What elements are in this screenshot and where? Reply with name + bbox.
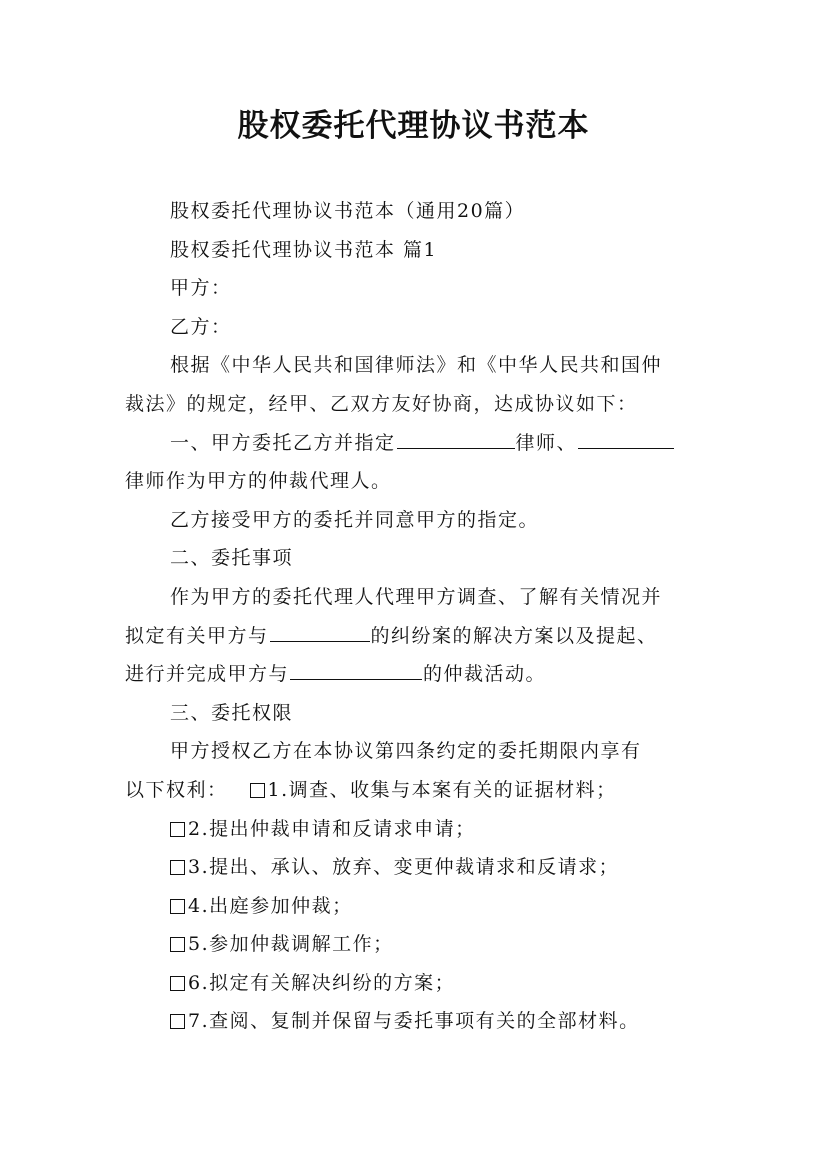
checkbox-right-1[interactable] (250, 783, 265, 798)
right-item-5 (125, 925, 715, 964)
clause-1-line-1 (125, 424, 715, 463)
checkbox-right-7[interactable] (170, 1014, 185, 1029)
right-2-label: 2.提出仲裁申请和反请求申请； (188, 817, 476, 840)
basis-line-2: 裁法》的规定，经甲、乙双方友好协商，达成协议如下： (125, 392, 638, 415)
matter-line-2 (125, 617, 715, 656)
right-item-3 (125, 848, 715, 887)
clause-1-text-b: 律师、 (515, 431, 578, 454)
checkbox-right-6[interactable] (170, 976, 185, 991)
dispute-party-blank[interactable] (270, 619, 370, 642)
basis-line-1: 根据《中华人民共和国律师法》和《中华人民共和国仲 (170, 354, 663, 377)
checkbox-right-4[interactable] (170, 899, 185, 914)
party-a-label: 甲方： (170, 277, 232, 300)
lawyer-name-blank-1[interactable] (397, 426, 515, 449)
right-item-7 (125, 1002, 715, 1041)
section-heading: 股权委托代理协议书范本 篇1 (170, 238, 438, 261)
right-4-label: 4.出庭参加仲裁； (188, 894, 353, 917)
matter-text-c: 进行并完成甲方与 (125, 663, 290, 686)
document-body (125, 192, 715, 1041)
right-5-label: 5.参加仲裁调解工作； (188, 933, 394, 956)
right-item-6 (125, 964, 715, 1003)
arbitration-party-blank[interactable] (290, 657, 422, 680)
matter-text-d: 的仲裁活动。 (423, 663, 547, 686)
authority-line-2 (125, 771, 715, 810)
clause-1-line-2: 律师作为甲方的仲裁代理人。 (125, 470, 392, 493)
document-title: 股权委托代理协议书范本 (237, 108, 590, 144)
matter-line-3 (125, 655, 715, 694)
matter-text-b: 的纠纷案的解决方案以及提起、 (370, 624, 658, 647)
clause-1-text-a: 一、甲方委托乙方并指定 (170, 431, 396, 454)
authority-prefix: 以下权利： (125, 778, 228, 801)
matter-line-1: 作为甲方的委托代理人代理甲方调查、了解有关情况并 (170, 585, 663, 608)
clause-2-heading: 二、委托事项 (170, 547, 294, 570)
authority-line-1: 甲方授权乙方在本协议第四条约定的委托期限内享有 (170, 740, 642, 763)
checkbox-right-5[interactable] (170, 937, 185, 952)
party-b-label: 乙方： (170, 315, 232, 338)
right-7-label: 7.查阅、复制并保留与委托事项有关的全部材料。 (188, 1010, 640, 1033)
right-item-2 (125, 810, 715, 849)
right-1-label: 1.调查、收集与本案有关的证据材料； (267, 778, 617, 801)
lawyer-name-blank-2[interactable] (578, 426, 674, 449)
right-3-label: 3.提出、承认、放弃、变更仲裁请求和反请求； (188, 856, 620, 879)
matter-text-a: 拟定有关甲方与 (125, 624, 269, 647)
checkbox-right-2[interactable] (170, 822, 185, 837)
clause-3-heading: 三、委托权限 (170, 701, 294, 724)
subtitle: 股权委托代理协议书范本（通用20篇） (170, 200, 526, 222)
right-item-4 (125, 887, 715, 926)
acceptance-paragraph: 乙方接受甲方的委托并同意甲方的指定。 (170, 508, 540, 531)
checkbox-right-3[interactable] (170, 860, 185, 875)
right-6-label: 6.拟定有关解决纠纷的方案； (188, 971, 456, 994)
